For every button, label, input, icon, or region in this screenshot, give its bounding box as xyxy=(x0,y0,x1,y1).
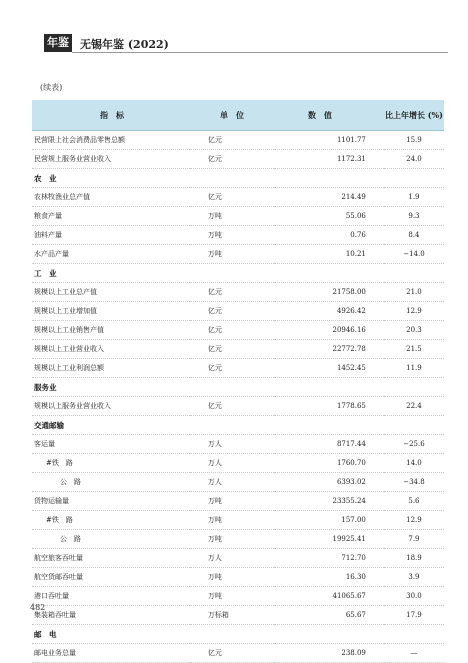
indicator-cell: 客运量 xyxy=(32,435,190,454)
unit-cell: 万人 xyxy=(190,435,274,454)
column-header-value: 数 值 xyxy=(274,100,384,131)
growth-cell: 5.6 xyxy=(384,492,444,511)
value-cell: 6393.02 xyxy=(274,473,384,492)
value-cell: 1778.65 xyxy=(274,397,384,416)
page-number: 482 xyxy=(30,603,46,612)
indicator-cell: 规模以上工业利润总额 xyxy=(32,359,190,378)
table-row xyxy=(32,549,444,568)
section-header-row xyxy=(32,169,444,188)
growth-cell: −34.8 xyxy=(384,473,444,492)
indicator-cell: 农林牧渔业总产值 xyxy=(32,188,190,207)
unit-cell: 亿元 xyxy=(190,283,274,302)
growth-cell: −14.0 xyxy=(384,245,444,264)
table-row xyxy=(32,359,444,378)
value-cell: 19925.41 xyxy=(274,530,384,549)
unit-cell: 亿元 xyxy=(190,321,274,340)
value-cell: 1172.31 xyxy=(274,150,384,169)
value-cell: 214.49 xyxy=(274,188,384,207)
table-row xyxy=(32,435,444,454)
table-header-row xyxy=(32,100,444,131)
table-row xyxy=(32,492,444,511)
value-cell: 1760.70 xyxy=(274,454,384,473)
indicator-cell: 集装箱吞吐量 xyxy=(32,606,190,625)
table-row xyxy=(32,283,444,302)
value-cell: 16.30 xyxy=(274,568,384,587)
book-title: 无锡年鉴 (2022) xyxy=(80,38,169,51)
growth-cell: 15.9 xyxy=(384,131,444,150)
growth-cell: 12.9 xyxy=(384,302,444,321)
value-cell: 0.76 xyxy=(274,226,384,245)
value-cell: 41065.67 xyxy=(274,587,384,606)
table-row xyxy=(32,511,444,530)
growth-cell: 22.4 xyxy=(384,397,444,416)
value-cell: 712.70 xyxy=(274,549,384,568)
indicator-cell: 公 路 xyxy=(32,473,190,492)
continued-label: (续表) xyxy=(40,83,63,92)
table-row xyxy=(32,321,444,340)
value-cell: 238.09 xyxy=(274,644,384,663)
indicator-cell: 港口吞吐量 xyxy=(32,587,190,606)
unit-cell: 亿元 xyxy=(190,644,274,663)
growth-cell: 20.3 xyxy=(384,321,444,340)
growth-cell: 8.4 xyxy=(384,226,444,245)
unit-cell: 亿元 xyxy=(190,340,274,359)
table-row xyxy=(32,150,444,169)
table-row xyxy=(32,644,444,663)
header-divider xyxy=(72,52,448,53)
unit-cell: 亿元 xyxy=(190,397,274,416)
table-row xyxy=(32,530,444,549)
unit-cell: 万吨 xyxy=(190,207,274,226)
value-cell: 23355.24 xyxy=(274,492,384,511)
indicator-cell: 规模以上工业增加值 xyxy=(32,302,190,321)
value-cell: 65.67 xyxy=(274,606,384,625)
section-title: 服务业 xyxy=(32,378,444,397)
column-header-growth: 比上年增长 (%) xyxy=(384,100,444,131)
statistics-table xyxy=(32,100,444,663)
growth-cell: 21.5 xyxy=(384,340,444,359)
indicator-cell: 规模以上工业总产值 xyxy=(32,283,190,302)
table-row xyxy=(32,340,444,359)
table-row xyxy=(32,454,444,473)
table-row xyxy=(32,568,444,587)
value-cell: 1101.77 xyxy=(274,131,384,150)
value-cell: 55.06 xyxy=(274,207,384,226)
unit-cell: 万吨 xyxy=(190,568,274,587)
value-cell: 20946.16 xyxy=(274,321,384,340)
table-row xyxy=(32,302,444,321)
column-header-indicator: 指 标 xyxy=(32,100,190,131)
growth-cell: 9.3 xyxy=(384,207,444,226)
unit-cell: 万吨 xyxy=(190,587,274,606)
table-row xyxy=(32,245,444,264)
table-row xyxy=(32,131,444,150)
indicator-cell: 规模以上工业营业收入 xyxy=(32,340,190,359)
indicator-cell: 航空旅客吞吐量 xyxy=(32,549,190,568)
growth-cell: 30.0 xyxy=(384,587,444,606)
section-title: 工 业 xyxy=(32,264,444,283)
unit-cell: 万人 xyxy=(190,549,274,568)
section-title: 交通邮输 xyxy=(32,416,444,435)
table-row xyxy=(32,207,444,226)
indicator-cell: 民营限上社会消费品零售总额 xyxy=(32,131,190,150)
growth-cell: 14.0 xyxy=(384,454,444,473)
table-row xyxy=(32,188,444,207)
indicator-cell: 油料产量 xyxy=(32,226,190,245)
value-cell: 8717.44 xyxy=(274,435,384,454)
growth-cell: 12.9 xyxy=(384,511,444,530)
indicator-cell: #铁 路 xyxy=(32,511,190,530)
value-cell: 21758.00 xyxy=(274,283,384,302)
section-header-row xyxy=(32,264,444,283)
unit-cell: 亿元 xyxy=(190,150,274,169)
growth-cell: −25.6 xyxy=(384,435,444,454)
table-row xyxy=(32,587,444,606)
unit-cell: 万吨 xyxy=(190,511,274,530)
growth-cell: 11.9 xyxy=(384,359,444,378)
unit-cell: 万人 xyxy=(190,473,274,492)
indicator-cell: 民营规上服务业营业收入 xyxy=(32,150,190,169)
indicator-cell: 公 路 xyxy=(32,530,190,549)
column-header-unit: 单 位 xyxy=(190,100,274,131)
table-body xyxy=(32,131,444,663)
table-row xyxy=(32,473,444,492)
unit-cell: 万标箱 xyxy=(190,606,274,625)
value-cell: 157.00 xyxy=(274,511,384,530)
table-row xyxy=(32,226,444,245)
growth-cell: 18.9 xyxy=(384,549,444,568)
unit-cell: 亿元 xyxy=(190,188,274,207)
section-header-row xyxy=(32,378,444,397)
growth-cell: 17.9 xyxy=(384,606,444,625)
value-cell: 1452.45 xyxy=(274,359,384,378)
growth-cell: 1.9 xyxy=(384,188,444,207)
yearbook-logo: 年鉴 xyxy=(44,34,72,52)
growth-cell: 3.9 xyxy=(384,568,444,587)
growth-cell: 21.0 xyxy=(384,283,444,302)
indicator-cell: 水产品产量 xyxy=(32,245,190,264)
indicator-cell: #铁 路 xyxy=(32,454,190,473)
indicator-cell: 航空货邮吞吐量 xyxy=(32,568,190,587)
unit-cell: 亿元 xyxy=(190,131,274,150)
unit-cell: 万吨 xyxy=(190,492,274,511)
unit-cell: 万吨 xyxy=(190,530,274,549)
value-cell: 4926.42 xyxy=(274,302,384,321)
unit-cell: 万人 xyxy=(190,454,274,473)
value-cell: 22772.78 xyxy=(274,340,384,359)
growth-cell: 24.0 xyxy=(384,150,444,169)
unit-cell: 万吨 xyxy=(190,226,274,245)
indicator-cell: 邮电业务总量 xyxy=(32,644,190,663)
section-title: 农 业 xyxy=(32,169,444,188)
page-header xyxy=(0,0,468,60)
indicator-cell: 规模以上工业销售产值 xyxy=(32,321,190,340)
section-title: 邮 电 xyxy=(32,625,444,644)
section-header-row xyxy=(32,625,444,644)
unit-cell: 亿元 xyxy=(190,359,274,378)
table-row xyxy=(32,606,444,625)
indicator-cell: 规模以上服务业营业收入 xyxy=(32,397,190,416)
value-cell: 10.21 xyxy=(274,245,384,264)
indicator-cell: 货物运输量 xyxy=(32,492,190,511)
growth-cell: 7.9 xyxy=(384,530,444,549)
section-header-row xyxy=(32,416,444,435)
table-row xyxy=(32,397,444,416)
unit-cell: 万吨 xyxy=(190,245,274,264)
growth-cell: — xyxy=(384,644,444,663)
indicator-cell: 粮食产量 xyxy=(32,207,190,226)
unit-cell: 亿元 xyxy=(190,302,274,321)
